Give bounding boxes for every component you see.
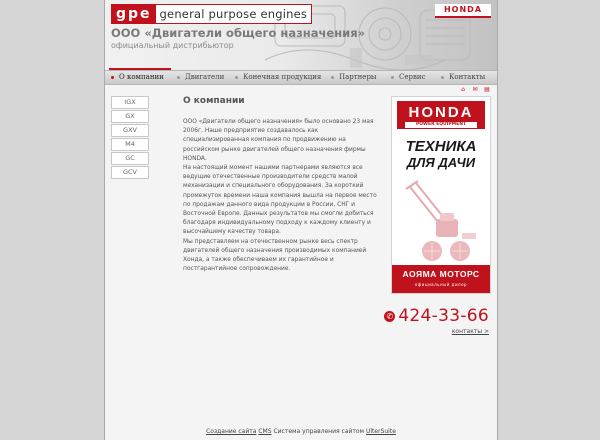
tiller-image: [402, 177, 482, 269]
engine-series-sidebar: [111, 96, 149, 180]
bullet-icon: [235, 76, 238, 79]
nav-active-indicator: [109, 68, 171, 70]
main-content: [183, 96, 379, 274]
content-paragraph: ООО «Двигатели общего назначения» было основано 23 мая 2006г. Наше предприятие создавалось как специализированная компания по продвижению на российском рынке двигателей общего назначения фирмы HONDA.: [183, 119, 374, 162]
bullet-icon: [391, 76, 394, 79]
promo-banner[interactable]: [391, 96, 491, 294]
company-subtitle: официальный дистрибьютор: [111, 41, 234, 50]
logo-letters: gpe: [112, 5, 156, 23]
nav-item-service[interactable]: [391, 71, 426, 84]
site-footer: [105, 428, 497, 435]
bullet-icon: [111, 76, 114, 79]
honda-power-equipment-logo: [397, 101, 485, 129]
nav-item-about[interactable]: [111, 71, 164, 84]
nav-item-label: Конечная продукция: [243, 73, 322, 81]
nav-item-contacts[interactable]: [441, 71, 485, 84]
bullet-icon: [441, 76, 444, 79]
content-paragraph: Мы представляем на отечественном рынке весь спектр двигателей общего назначения производимых компанией Хонда, а также обеспечиваем их гарантийное и постгарантийное сопровождение.: [183, 238, 367, 273]
content-paragraph: На настоящий момент нашими партнерами являются все ведущие отечественные производители средств малой механизации и специального оборудования. За короткий промежуток времени наша компания вышла на первое место по продажам данного вида продукции в России, СНГ и Восточной Европе. Данных результатов мы смогли добиться благодаря индивидуальному подходу к каждому клиенту и высочайшему качеству товара.: [183, 165, 377, 236]
nav-item-label: О компании: [119, 73, 164, 81]
sidebar-item-gc[interactable]: GC: [111, 152, 149, 165]
nav-item-products[interactable]: [235, 71, 321, 84]
sitemap-icon[interactable]: ▤: [484, 86, 490, 93]
sidebar-item-gx[interactable]: GX: [111, 110, 149, 123]
company-name: ООО «Двигатели общего назначения»: [111, 26, 366, 40]
footer-link-site-creation[interactable]: Создание сайта: [206, 428, 257, 435]
banner-headline: [392, 139, 490, 171]
phone-number: 424-33-66: [398, 306, 489, 326]
bullet-icon: [331, 76, 334, 79]
banner-honda-sub: POWER EQUIPMENT: [405, 122, 477, 128]
banner-dealer-name: АОЯМА МОТОРС: [402, 269, 480, 279]
page-title: О компании: [183, 96, 245, 106]
phone-icon: ✆: [384, 311, 395, 322]
utility-icons: [459, 86, 491, 93]
nav-item-label: Партнеры: [339, 73, 377, 81]
banner-honda-word: HONDA: [408, 104, 474, 121]
sidebar-item-gxv[interactable]: GXV: [111, 124, 149, 137]
gpe-logo[interactable]: [111, 4, 312, 24]
main-navigation: [105, 70, 497, 85]
nav-item-engines[interactable]: [177, 71, 224, 84]
site-header: [105, 0, 497, 72]
nav-item-label: Сервис: [399, 73, 426, 81]
banner-dealer-strip: [392, 265, 490, 293]
nav-item-label: Контакты: [449, 73, 486, 81]
honda-badge: HONDA: [435, 4, 491, 18]
footer-text: Система управления сайтом: [273, 428, 365, 435]
page-container: [104, 0, 498, 440]
banner-dealer-sub: официальный дилер: [414, 282, 468, 287]
sidebar-item-gcv[interactable]: GCV: [111, 166, 149, 179]
banner-headline-line-2: ДЛЯ ДАЧИ: [406, 155, 476, 170]
sidebar-item-igx[interactable]: IGX: [111, 96, 149, 109]
nav-item-label: Двигатели: [185, 73, 225, 81]
footer-link-cms[interactable]: CMS: [258, 428, 272, 435]
mail-icon[interactable]: ✉: [472, 86, 478, 93]
banner-headline-line-1: ТЕХНИКА: [405, 138, 477, 155]
contacts-link[interactable]: контакты >: [451, 328, 489, 335]
banner-top: [392, 97, 490, 135]
footer-link-ultersuite[interactable]: UlterSuite: [366, 428, 396, 435]
sidebar-item-m4[interactable]: M4: [111, 138, 149, 151]
bullet-icon: [177, 76, 180, 79]
home-icon[interactable]: ⌂: [461, 86, 465, 93]
phone-block: [384, 306, 489, 326]
logo-text: general purpose engines: [156, 5, 312, 23]
nav-item-partners[interactable]: [331, 71, 377, 84]
